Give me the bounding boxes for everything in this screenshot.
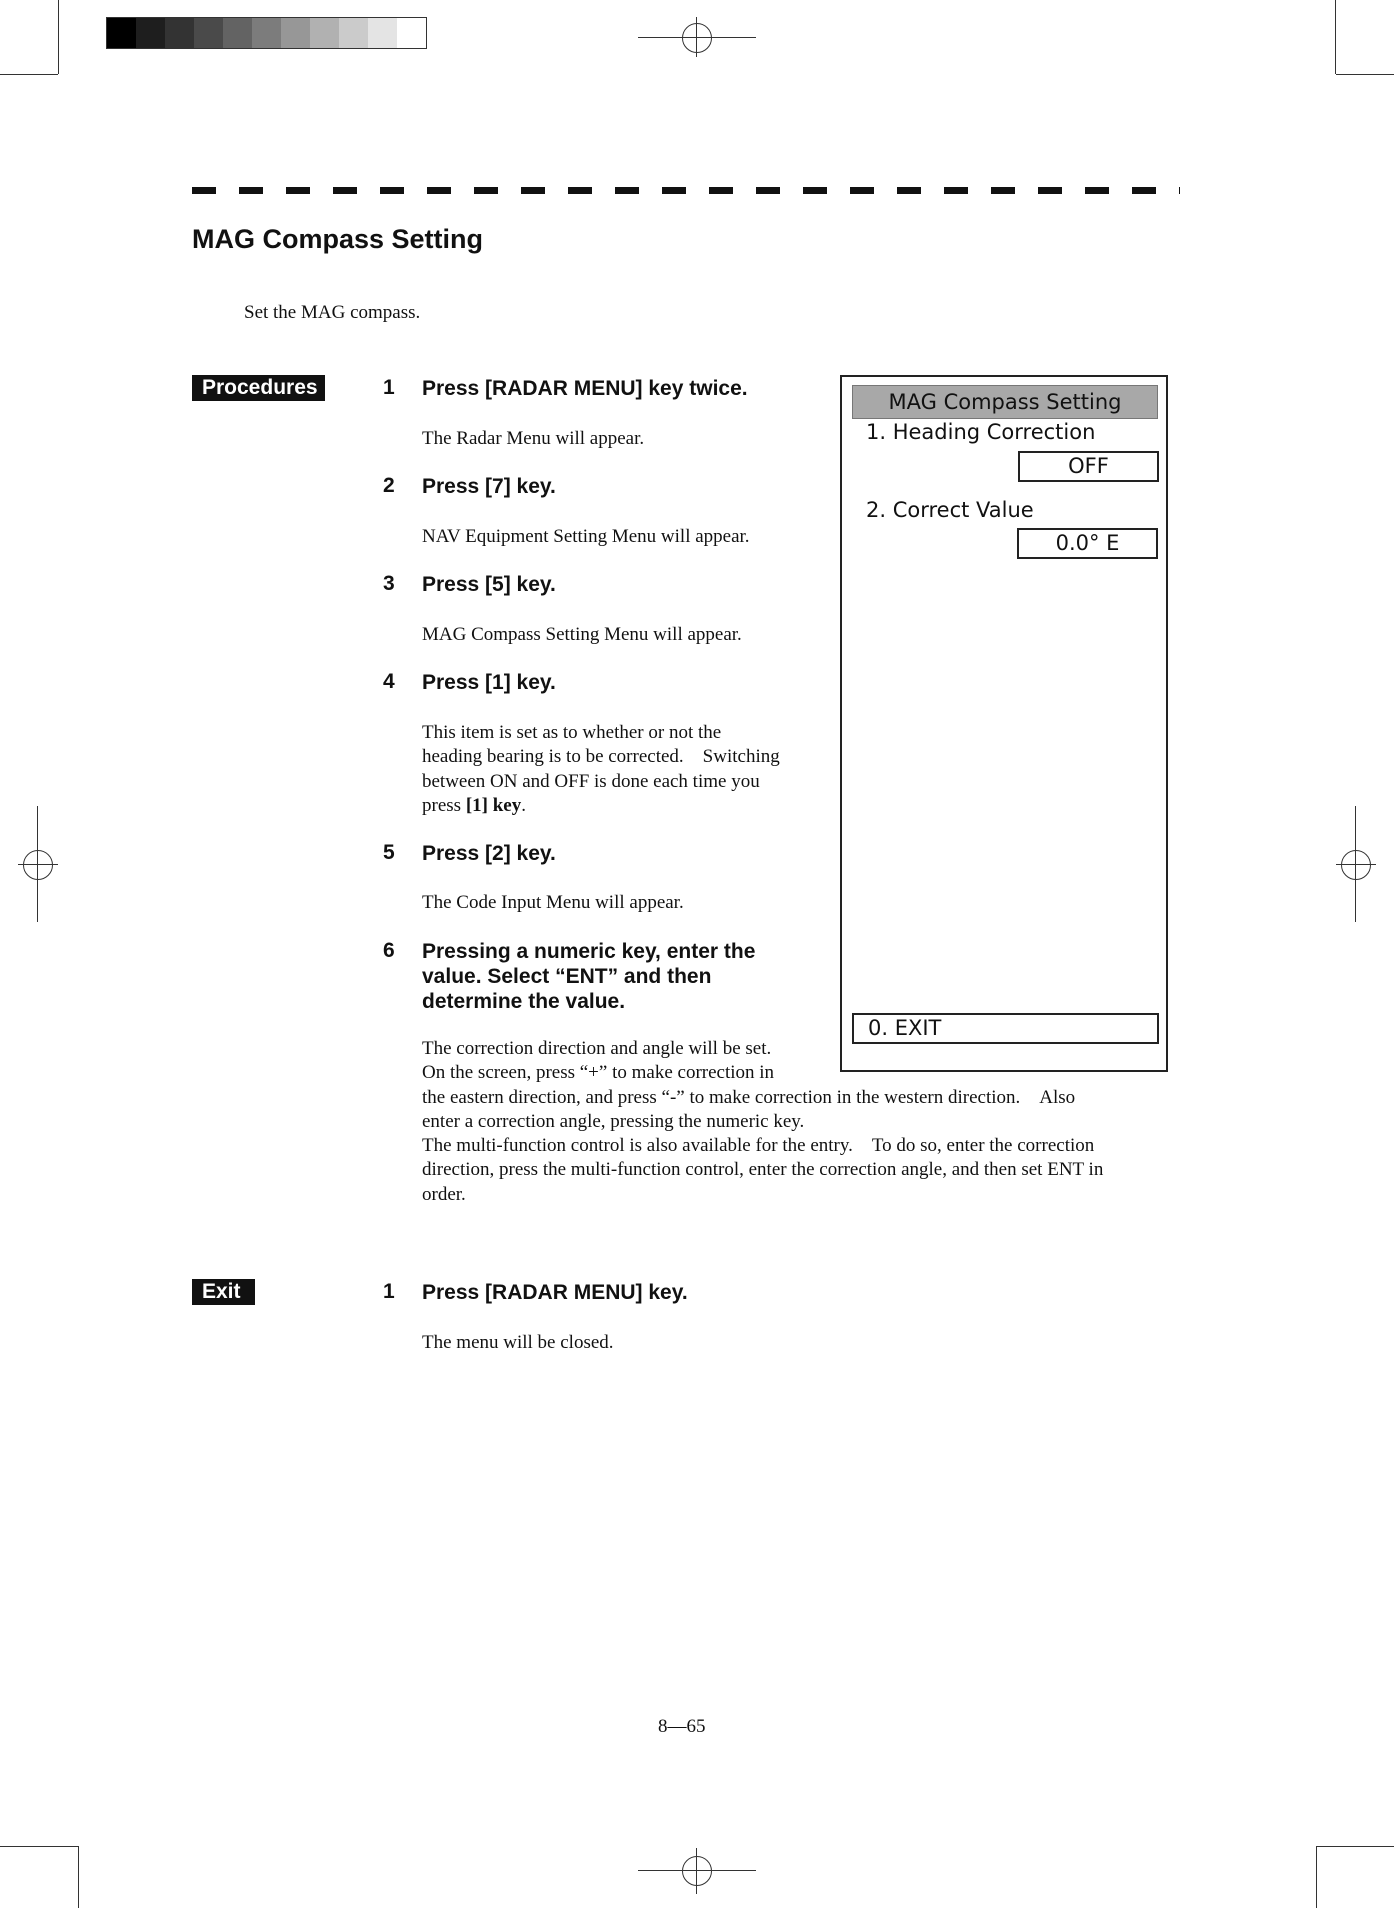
exit-step-number: 1 <box>383 1280 395 1303</box>
heading-correction-value[interactable]: OFF <box>1018 451 1159 482</box>
step-5-heading: Press [2] key. <box>422 842 556 865</box>
step-2-heading: Press [7] key. <box>422 475 556 498</box>
step-6-body: The correction direction and angle will be set. On the screen, press “+” to make correction in the eastern direction, and press “-” to make correction in the western direction. Also enter a correction angle, pressing the numeric key. The multi-function control is also available for the entry. To do so, enter the correction direction, press the multi-function control, enter the correction angle, and then set ENT in order. <box>422 1038 1104 1205</box>
exit-step-heading: Press [RADAR MENU] key. <box>422 1281 688 1304</box>
step-3-number: 3 <box>383 572 395 595</box>
exit-step-body: The menu will be closed. <box>422 1332 614 1353</box>
menu-item-exit[interactable]: 0. EXIT <box>852 1013 1159 1044</box>
intro-text: Set the MAG compass. <box>244 302 421 323</box>
dashed-header-rule <box>192 187 1180 194</box>
step-4-heading: Press [1] key. <box>422 671 556 694</box>
step-2-body: NAV Equipment Setting Menu will appear. <box>422 526 750 547</box>
page-number: 8—65 <box>658 1716 706 1737</box>
gray-scale-strip <box>106 17 427 49</box>
step-3-body: MAG Compass Setting Menu will appear. <box>422 624 742 645</box>
step-6-heading: Pressing a numeric key, enter the value. Select “ENT” and then determine the value. <box>422 940 756 1013</box>
page-title: MAG Compass Setting <box>192 224 484 254</box>
step-3-heading: Press [5] key. <box>422 573 556 596</box>
menu-item-correct-value[interactable]: 2. Correct Value <box>866 498 1034 522</box>
step-2-number: 2 <box>383 474 395 497</box>
correct-value-field[interactable]: 0.0° E <box>1017 528 1158 559</box>
step-4-body: This item is set as to whether or not the heading bearing is to be corrected. Switching between ON and OFF is done each time you press [1] key. <box>422 722 780 816</box>
procedures-label: Procedures <box>192 375 325 401</box>
step-4-number: 4 <box>383 670 395 693</box>
menu-item-heading-correction[interactable]: 1. Heading Correction <box>866 420 1096 444</box>
step-1-heading: Press [RADAR MENU] key twice. <box>422 377 748 400</box>
exit-label: Exit <box>192 1279 255 1305</box>
step-5-number: 5 <box>383 841 395 864</box>
step-1-number: 1 <box>383 376 395 399</box>
step-5-body: The Code Input Menu will appear. <box>422 892 684 913</box>
step-1-body: The Radar Menu will appear. <box>422 428 645 449</box>
menu-screen <box>840 375 1168 1072</box>
menu-title: MAG Compass Setting <box>852 385 1158 419</box>
step-6-number: 6 <box>383 939 395 962</box>
